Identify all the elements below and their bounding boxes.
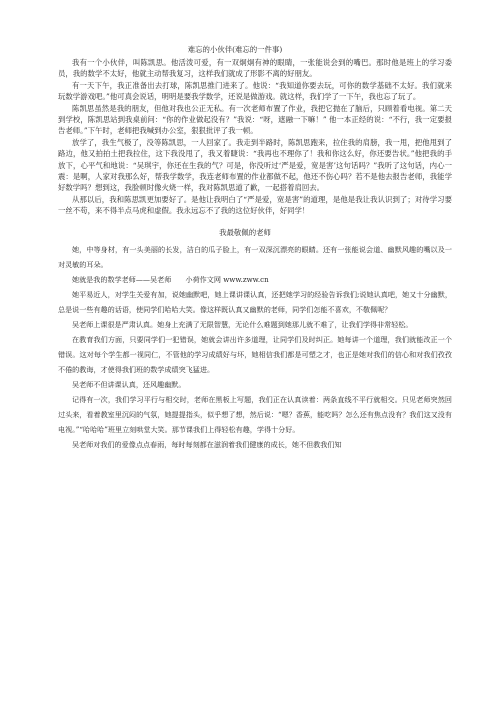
story2-paragraph: 吴老师不但讲课认真，还风趣幽默。 (72, 379, 186, 389)
story1-paragraph: 从那以后，我和陈思凯更加要好了。是他让我明白了“严是爱，宽是害”的道理，是他是我让我认识到了；对待学习要一丝不苟，来不得半点马虎和虚假。我永远忘不了我的这位好伙伴，好同学！ (58, 194, 452, 216)
story2-paragraph: 她平易近人，对学生关爱有加，说她幽默吧，她上课讲课认真，还把她学习的经验告诉我们;说她认真吧，她又十分幽默，总是说一些有趣的话语，使同学们哈哈大笑。像这样既认真又幽默的老师，同学们怎能不喜欢，不敬佩呢？ (58, 289, 452, 314)
story1-paragraph: 陈凯思虽然是我的朋友，但他对我也公正无私。有一次老师布置了作业，我把它抛在了脑后，只顾着看电视。第二天到学校，陈凯思站到我桌前问：“你的作业做起没有？”我说：“呀，遮融一下嘛！” 他一本正经的说：“不行，我一定要报告老师。”下午时，老师把我喊到办公室，狠狠批评了我一顿。 (58, 103, 452, 136)
story2-paragraph: 吴老师对我们的爱像点点春雨，每时每刻都在滋润着我们健康的成长，她不但教我们知 (72, 439, 342, 449)
story1-paragraph: 放学了，我生气极了，没等陈凯思，一人回家了。我走到半路时，陈凯思跑来，拉住我的肩膀，我一甩，把他甩到了路边，他又拍拍土把我拉住，这下我没甩了，我又着睫说：“我再也不理你了！我和你这么好，你还要告状。”他把我的手放下，心平气和地说：“吴琪宇，你还在生我的气？可是，你没听过‘严是爱，宽是害’这句话吗？”我听了这句话，内心一震：是啊，人家对我那么好，帮我学数学，我连老师布置的作业都做不起，他还不伤心吗？若不是他去报告老师，我能学好数学吗？想到这，我脸顿时像火烧一样，我对陈凯思道了歉，一起搭着肩回去。 (58, 137, 452, 193)
story2-paragraph: 她就是我的数学老师——吴老师 小荷作文网 www.zww.cn (72, 274, 269, 284)
story2-paragraph: 她，中等身材，有一头美丽的长发，洁白的瓜子脸上，有一双深沉漂亮的眼睛。还有一张能说会道、幽默风趣的嘴以及一对灵敏的耳朵。 (58, 244, 452, 269)
story2-paragraph: 记得有一次，我们学习平行与相交时，老师在黑板上写题，我们正在认真读着：两条直线不平行就相交。只见老师突然回过头来，看着教室里沉闷的气氛，她提提指头，似乎想了想，然后说：“嗯？香蕉，能吃吗？怎么还有焦点没有？我们这又没有电视。”“哈哈哈”班里立刻哄堂大笑。那节课我们上得轻松有趣，学得十分好。 (58, 394, 452, 434)
story1-paragraph: 有一天下午，我正准备出去打球，陈凯思推门进来了。他说：“我知道你要去玩，可你的数学基础不太好。我们就来玩数学游戏吧。”他可真会说话，明明是要我学数学，还说是做游戏。就这样，我们学了一下午，我也忘了玩了。 (58, 80, 452, 102)
story2-paragraph: 吴老师上课很是严肃认真。她身上充满了无限智慧，无论什么难题到她那儿就不难了，让我们学得非常轻松。 (72, 319, 413, 329)
story1-paragraph: 我有一个小伙伴，叫陈凯思。他活泼可爱，有一双炯炯有神的眼睛，一张能说会到的嘴巴。那时他是班上的学习委员，我的数学不太好，他就主动帮我复习，这样我们就成了形影不离的好朋友。 (58, 58, 452, 79)
story2-paragraph: 在教育我们方面，只要同学们一犯错误，她就会讲出许多道理，让同学们及时纠正。她每讲一个道理，我们就能改正一个错误。这对每个学生都一视同仁，不管他的学习成绩好与坏，她相信我们都是可塑之才，也正是她对我们的信心和对我们孜孜不倦的教诲，才使得我们班的数学成绩突飞猛进。 (58, 334, 452, 374)
story1-title: 难忘的小伙伴(难忘的一件事) (187, 45, 283, 54)
story2-title: 我最敬佩的老师 (219, 227, 271, 237)
section-gap (58, 217, 452, 227)
